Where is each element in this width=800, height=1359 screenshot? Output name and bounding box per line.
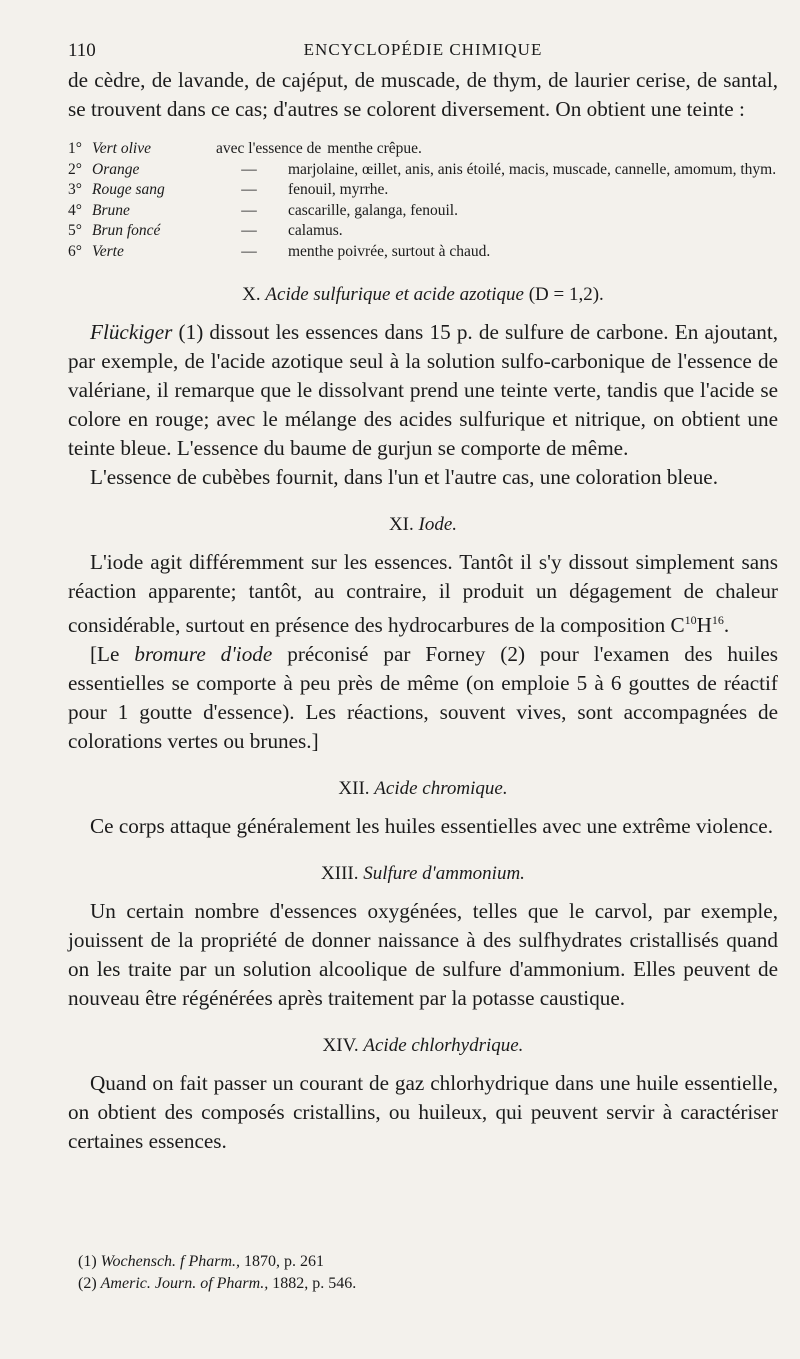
footnotes [78, 1251, 356, 1295]
list-number: 5° [68, 222, 82, 239]
list-dash: — [241, 201, 257, 219]
list-number: 1° [68, 140, 82, 157]
footnote [78, 1251, 356, 1273]
list-number: 4° [68, 201, 82, 219]
list-dash: — [241, 242, 257, 260]
list-item [68, 201, 778, 222]
section-title-xiv [68, 1035, 778, 1057]
page [68, 36, 778, 1156]
paragraph-xiv: Quand on fait passer un courant de gaz chlorhydrique dans une huile essentielle, on obtient des composés cristallins, ou huileux, qui peuvent servir à caractériser certaines essences. [68, 1071, 778, 1154]
bracket-open: [Le [90, 642, 120, 667]
section-density: (D = 1,2). [528, 284, 604, 305]
formula-subscript: 10 [684, 613, 697, 627]
section-title-xii [68, 778, 778, 800]
list-ingredients: menthe poivrée, surtout à chaud. [288, 242, 491, 260]
list-item [68, 160, 778, 181]
list-item [68, 180, 778, 201]
list-color: Brune [92, 201, 130, 219]
paragraph-x-continued: L'essence de cubèbes fournit, dans l'un et l'autre cas, une coloration bleue. [90, 465, 719, 489]
section-title-xiii [68, 863, 778, 885]
list-item [68, 221, 778, 242]
section-number: XIV. [322, 1035, 359, 1057]
footnote-rest: 1870, p. 261 [244, 1253, 325, 1270]
list-color: Rouge sang [92, 181, 165, 198]
footnote-source: Wochensch. f Pharm., [100, 1253, 241, 1270]
footnote-marker: (1) [78, 1253, 97, 1270]
list-number: 3° [68, 181, 82, 198]
footnote-source: Americ. Journ. of Pharm., [100, 1275, 269, 1292]
list-color: Orange [92, 160, 140, 178]
list-color: Vert olive [92, 140, 151, 157]
author-name: Flückiger [90, 320, 173, 344]
list-ingredients: menthe crêpue. [327, 140, 422, 157]
paragraph-xiii: Un certain nombre d'essences oxygénées, telles que le carvol, par exemple, jouissent de la propriété de donner naissance à des sulfhydrates cristallisés quand on les traite par un solution alcoolique de sulfure d'ammonium. Elles peuvent de nouveau être régénérées après traitement par la potasse caustique. [68, 899, 778, 1011]
formula-subscript: 16 [711, 613, 724, 627]
section-name: Acide sulfurique et acide azotique [265, 284, 524, 305]
running-title: ENCYCLOPÉDIE CHIMIQUE [303, 40, 543, 59]
term: bromure d'iode [134, 642, 273, 667]
paragraph-xi-bracket [68, 640, 778, 756]
paragraph-text: préconisé par Forney (2) pour l'examen des huiles essentielles se comporte à peu près de même (on emploie 5 à 6 gouttes de réactif pour 1 goutte d'essence). Les réactions, souvent vives, sont accompagnées de colorations vertes ou brunes.] [68, 642, 779, 754]
list-item [68, 139, 778, 160]
list-number: 6° [68, 242, 82, 260]
list-ingredients: fenouil, myrrhe. [288, 181, 389, 198]
section-name: Acide chlorhydrique. [363, 1035, 524, 1057]
formula-element: H [696, 613, 712, 638]
paragraph-xii: Ce corps attaque généralement les huiles essentielles avec une extrême violence. [90, 814, 774, 839]
section-name: Iode. [418, 514, 458, 535]
list-connector: avec l'essence de [216, 140, 322, 157]
section-title-x [68, 284, 778, 306]
list-number: 2° [68, 160, 82, 178]
paragraph-x [68, 318, 778, 463]
list-ingredients: marjolaine, œillet, anis, anis étoilé, macis, muscade, cannelle, amomum, thym. [288, 160, 777, 178]
list-dash: — [241, 160, 257, 178]
paragraph-text: L'iode agit différemment sur les essences. Tantôt il s'y dissout simplement sans réaction apparente; tantôt, au contraire, il produit un dégagement de chaleur considérable, surtout en présence des hydrocarbures de la composition C [68, 550, 778, 638]
footnote-rest: 1882, p. 546. [272, 1275, 357, 1292]
list-item [68, 242, 778, 263]
section-number: XI. [388, 514, 414, 535]
page-number: 110 [68, 40, 96, 61]
section-number: X. [242, 284, 261, 305]
section-number: XIII. [321, 863, 359, 885]
section-name: Sulfure d'ammonium. [363, 863, 525, 885]
footnote-marker: (2) [78, 1275, 97, 1292]
section-name: Acide chromique. [374, 778, 508, 800]
list-color: Brun foncé [92, 222, 161, 239]
list-color: Verte [92, 242, 124, 260]
color-list [68, 139, 778, 262]
intro-paragraph: de cèdre, de lavande, de cajéput, de muscade, de thym, de laurier cerise, de santal, se trouvent dans ce cas; d'autres se colorent diversement. On obtient une teinte : [68, 68, 778, 121]
paragraph-text: (1) dissout les essences dans 15 p. de sulfure de carbone. En ajoutant, par exemple, de l'acide azotique seul à la solution sulfo-carbonique de l'essence de valériane, il remarque que le dissolvant prend une teinte verte, tandis que l'acide se colore en rouge; avec le mélange des acides sulfurique et nitrique, on obtient une teinte bleue. L'essence du baume de gurjun se comporte de même. [68, 320, 778, 460]
page-header [68, 36, 778, 66]
list-ingredients: cascarille, galanga, fenouil. [288, 201, 458, 219]
section-title-xi [68, 514, 778, 536]
section-number: XII. [338, 778, 370, 800]
footnote [78, 1273, 356, 1295]
list-dash: — [241, 181, 257, 198]
paragraph-xi [68, 548, 778, 640]
list-dash: — [241, 222, 257, 239]
list-ingredients: calamus. [288, 222, 343, 239]
formula-end: . [723, 613, 730, 638]
